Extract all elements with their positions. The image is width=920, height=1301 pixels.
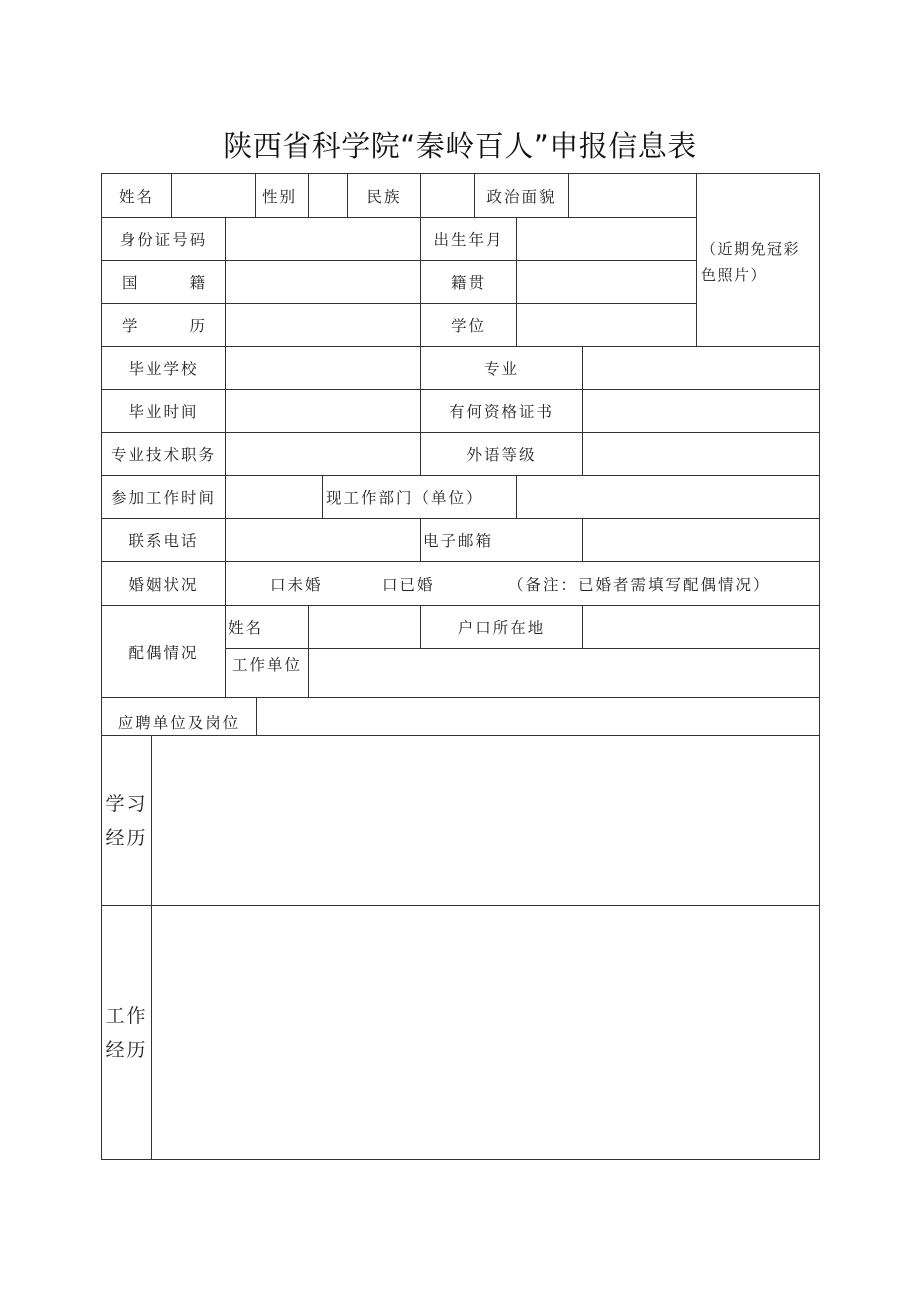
- work-start-time-label: 参加工作时间: [101, 475, 226, 519]
- tech-title-label: 专业技术职务: [101, 432, 226, 476]
- applied-position-field[interactable]: [256, 697, 820, 736]
- foreign-language-label: 外语等级: [420, 432, 583, 476]
- nationality-label-a: 国: [122, 274, 140, 292]
- name-label: 姓名: [101, 173, 172, 218]
- phone-label: 联系电话: [101, 518, 226, 562]
- political-status-field[interactable]: [568, 173, 697, 218]
- graduation-time-field[interactable]: [225, 389, 421, 433]
- spouse-info-label: 配偶情况: [101, 605, 226, 698]
- ethnicity-label: 民族: [347, 173, 421, 218]
- unmarried-checkbox[interactable]: 口未婚: [270, 575, 323, 594]
- work-history-label: [101, 905, 152, 1160]
- work-history-field[interactable]: [151, 905, 820, 1160]
- study-history-label-b: 经历: [105, 826, 148, 849]
- ethnicity-field[interactable]: [420, 173, 475, 218]
- phone-field[interactable]: [225, 518, 421, 562]
- study-history-label: [101, 735, 152, 906]
- education-field[interactable]: [225, 303, 421, 347]
- name-field[interactable]: [171, 173, 256, 218]
- id-number-label: 身份证号码: [101, 217, 226, 261]
- gender-label: 性别: [255, 173, 309, 218]
- spouse-employer-field[interactable]: [308, 648, 820, 698]
- native-place-label: 籍贯: [420, 260, 517, 304]
- certificates-label: 有何资格证书: [420, 389, 583, 433]
- tech-title-field[interactable]: [225, 432, 421, 476]
- work-history-label-b: 经历: [105, 1038, 148, 1061]
- page-title: 陕西省科学院“秦岭百人”申报信息表: [223, 129, 697, 163]
- political-status-label: 政治面貌: [474, 173, 569, 218]
- graduation-time-label: 毕业时间: [101, 389, 226, 433]
- married-checkbox[interactable]: 口已婚: [382, 575, 435, 594]
- education-label-b: 历: [189, 317, 207, 335]
- native-place-field[interactable]: [516, 260, 697, 304]
- study-history-label-a: 学习: [105, 792, 148, 815]
- applied-position-label: 应聘单位及岗位: [101, 697, 257, 736]
- marital-status-options: [225, 561, 820, 606]
- spouse-name-label: 姓名: [225, 605, 309, 649]
- degree-label: 学位: [420, 303, 517, 347]
- education-label-a: 学: [122, 317, 140, 335]
- work-history-label-a: 工作: [105, 1004, 148, 1027]
- hukou-location-field[interactable]: [582, 605, 820, 649]
- major-field[interactable]: [582, 346, 820, 390]
- hukou-location-label: 户口所在地: [420, 605, 583, 649]
- email-label: 电子邮箱: [420, 518, 583, 562]
- nationality-label: [101, 260, 226, 304]
- photo-box[interactable]: （近期免冠彩色照片）: [696, 173, 820, 347]
- current-department-field[interactable]: [516, 475, 820, 519]
- spouse-name-field[interactable]: [308, 605, 421, 649]
- major-label: 专业: [420, 346, 583, 390]
- marital-status-label: 婚姻状况: [101, 561, 226, 606]
- birth-date-field[interactable]: [516, 217, 697, 261]
- gender-field[interactable]: [308, 173, 348, 218]
- foreign-language-field[interactable]: [582, 432, 820, 476]
- birth-date-label: 出生年月: [420, 217, 517, 261]
- nationality-field[interactable]: [225, 260, 421, 304]
- spouse-employer-label: 工作单位: [225, 648, 309, 698]
- study-history-field[interactable]: [151, 735, 820, 906]
- marital-note: （备注：已婚者需填写配偶情况）: [508, 575, 771, 594]
- degree-field[interactable]: [516, 303, 697, 347]
- nationality-label-b: 籍: [189, 274, 207, 292]
- work-start-time-field[interactable]: [225, 475, 323, 519]
- graduate-school-field[interactable]: [225, 346, 421, 390]
- current-department-label: 现工作部门（单位）: [322, 475, 517, 519]
- education-label: [101, 303, 226, 347]
- graduate-school-label: 毕业学校: [101, 346, 226, 390]
- certificates-field[interactable]: [582, 389, 820, 433]
- id-number-field[interactable]: [225, 217, 421, 261]
- email-field[interactable]: [582, 518, 820, 562]
